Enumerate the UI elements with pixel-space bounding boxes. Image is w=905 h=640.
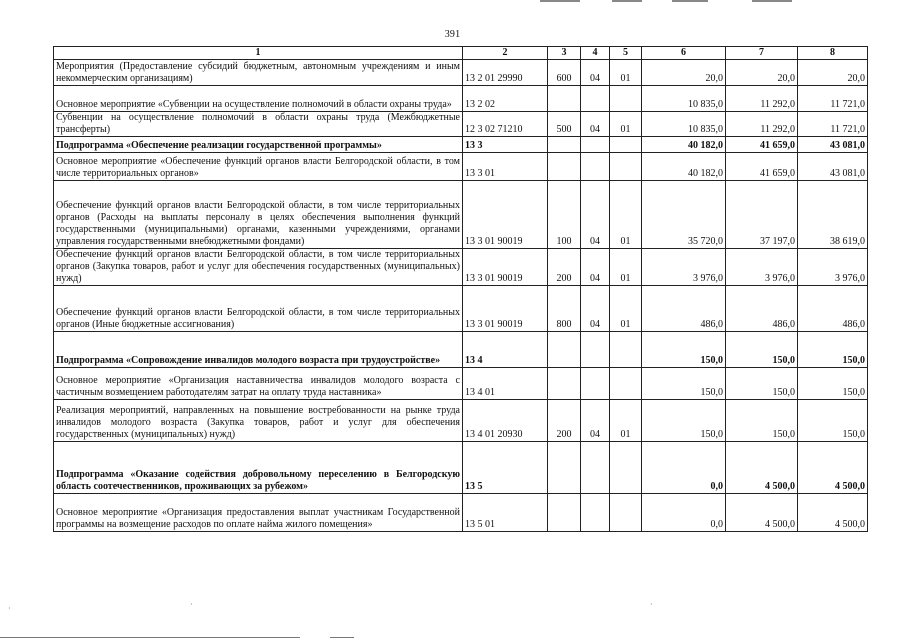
cell-value-col6: 10 835,0 xyxy=(642,112,726,137)
table-row xyxy=(54,368,868,400)
cell-name: Реализация мероприятий, направленных на повышение востребованности на рынке труда инвалидов молодого возраста (Закупка товаров, работ и услуг для обеспечения государственных (муниципальных) нужд) xyxy=(54,400,463,442)
cell-section xyxy=(581,332,610,368)
cell-section: 04 xyxy=(581,400,610,442)
cell-code: 13 2 02 xyxy=(463,86,548,112)
cell-name: Субвенции на осуществление полномочий в области охраны труда (Межбюджетные трансферты) xyxy=(54,112,463,137)
cell-value-col8: 4 500,0 xyxy=(798,442,868,494)
cell-section xyxy=(581,442,610,494)
table-row xyxy=(54,286,868,332)
cell-code: 13 3 01 xyxy=(463,153,548,181)
cell-code: 13 5 01 xyxy=(463,494,548,532)
cell-value-col7: 11 292,0 xyxy=(726,86,798,112)
scan-speck: · xyxy=(8,604,11,613)
cell-section: 04 xyxy=(581,60,610,86)
cell-subsection: 01 xyxy=(610,286,642,332)
cell-value-col8: 20,0 xyxy=(798,60,868,86)
cell-code: 13 2 01 29990 xyxy=(463,60,548,86)
cell-name: Основное мероприятие «Обеспечение функций органов власти Белгородской области, в том числе территориальных органов» xyxy=(54,153,463,181)
cell-subsection: 01 xyxy=(610,60,642,86)
header-col-2: 2 xyxy=(463,47,548,60)
cell-value-col6: 150,0 xyxy=(642,400,726,442)
table-header-row xyxy=(54,47,868,60)
cell-name: Подпрограмма «Оказание содействия добровольному переселению в Белгородскую область соотечественников, проживающих за рубежом» xyxy=(54,442,463,494)
cell-expense-type: 500 xyxy=(548,112,581,137)
cell-subsection xyxy=(610,368,642,400)
cell-subsection: 01 xyxy=(610,249,642,286)
cell-code: 13 4 xyxy=(463,332,548,368)
cell-name: Подпрограмма «Сопровождение инвалидов молодого возраста при трудоустройстве» xyxy=(54,332,463,368)
table-row xyxy=(54,249,868,286)
header-col-8: 8 xyxy=(798,47,868,60)
cell-value-col8: 486,0 xyxy=(798,286,868,332)
header-col-6: 6 xyxy=(642,47,726,60)
scan-speck: · xyxy=(650,600,653,609)
scan-artifact-top-left xyxy=(540,0,580,2)
cell-name: Мероприятия (Предоставление субсидий бюджетным, автономным учреждениям и иным некоммерческим организациям) xyxy=(54,60,463,86)
cell-name: Обеспечение функций органов власти Белгородской области, в том числе территориальных органов (Закупка товаров, работ и услуг для обеспечения государственных (муниципальных) нужд) xyxy=(54,249,463,286)
cell-section: 04 xyxy=(581,286,610,332)
budget-table xyxy=(53,46,868,532)
cell-expense-type xyxy=(548,332,581,368)
cell-subsection xyxy=(610,332,642,368)
cell-value-col6: 40 182,0 xyxy=(642,153,726,181)
cell-value-col7: 150,0 xyxy=(726,368,798,400)
cell-section: 04 xyxy=(581,112,610,137)
scan-artifact-bottom-mid xyxy=(330,637,354,638)
header-col-4: 4 xyxy=(581,47,610,60)
cell-value-col7: 4 500,0 xyxy=(726,494,798,532)
table-row xyxy=(54,494,868,532)
cell-expense-type xyxy=(548,442,581,494)
table-row xyxy=(54,137,868,153)
cell-expense-type xyxy=(548,494,581,532)
cell-value-col7: 3 976,0 xyxy=(726,249,798,286)
cell-value-col6: 3 976,0 xyxy=(642,249,726,286)
cell-subsection: 01 xyxy=(610,400,642,442)
table-row xyxy=(54,60,868,86)
cell-name: Основное мероприятие «Организация предоставления выплат участникам Государственной программы на возмещение расходов по оплате найма жилого помещения» xyxy=(54,494,463,532)
cell-value-col8: 150,0 xyxy=(798,368,868,400)
cell-value-col7: 150,0 xyxy=(726,400,798,442)
cell-code: 13 3 xyxy=(463,137,548,153)
cell-value-col6: 40 182,0 xyxy=(642,137,726,153)
cell-value-col8: 43 081,0 xyxy=(798,137,868,153)
cell-value-col8: 11 721,0 xyxy=(798,112,868,137)
cell-expense-type xyxy=(548,86,581,112)
scan-speck: · xyxy=(190,600,193,609)
table-row xyxy=(54,153,868,181)
cell-expense-type xyxy=(548,153,581,181)
cell-subsection: 01 xyxy=(610,181,642,249)
cell-section: 04 xyxy=(581,249,610,286)
scan-artifact-top-mid xyxy=(612,0,642,2)
cell-section: 04 xyxy=(581,181,610,249)
header-col-5: 5 xyxy=(610,47,642,60)
cell-name: Обеспечение функций органов власти Белгородской области, в том числе территориальных органов (Расходы на выплаты персоналу в целях обеспечения выполнения функций государственными (муниципальными) органами, казенными учреждениями, органами управления государственными внебюджетными фондами) xyxy=(54,181,463,249)
cell-value-col7: 4 500,0 xyxy=(726,442,798,494)
header-col-7: 7 xyxy=(726,47,798,60)
cell-subsection xyxy=(610,153,642,181)
cell-subsection xyxy=(610,494,642,532)
table-row xyxy=(54,442,868,494)
cell-subsection xyxy=(610,442,642,494)
cell-subsection: 01 xyxy=(610,112,642,137)
cell-value-col7: 486,0 xyxy=(726,286,798,332)
cell-value-col7: 11 292,0 xyxy=(726,112,798,137)
scan-artifact-top-far xyxy=(752,0,792,2)
table-row xyxy=(54,332,868,368)
scan-artifact-top-right xyxy=(672,0,708,2)
table-row xyxy=(54,181,868,249)
cell-value-col7: 150,0 xyxy=(726,332,798,368)
cell-value-col8: 150,0 xyxy=(798,400,868,442)
cell-code: 13 3 01 90019 xyxy=(463,249,548,286)
cell-value-col6: 150,0 xyxy=(642,332,726,368)
cell-value-col6: 150,0 xyxy=(642,368,726,400)
page-number: 391 xyxy=(444,29,461,40)
cell-expense-type: 100 xyxy=(548,181,581,249)
cell-value-col8: 38 619,0 xyxy=(798,181,868,249)
cell-code: 12 3 02 71210 xyxy=(463,112,548,137)
cell-value-col7: 41 659,0 xyxy=(726,153,798,181)
cell-expense-type: 200 xyxy=(548,400,581,442)
table-row xyxy=(54,86,868,112)
table-row xyxy=(54,112,868,137)
cell-code: 13 4 01 xyxy=(463,368,548,400)
cell-value-col8: 4 500,0 xyxy=(798,494,868,532)
cell-section xyxy=(581,86,610,112)
cell-value-col7: 20,0 xyxy=(726,60,798,86)
cell-value-col6: 0,0 xyxy=(642,494,726,532)
cell-value-col6: 20,0 xyxy=(642,60,726,86)
cell-section xyxy=(581,153,610,181)
cell-value-col8: 43 081,0 xyxy=(798,153,868,181)
cell-code: 13 3 01 90019 xyxy=(463,181,548,249)
cell-section xyxy=(581,137,610,153)
cell-expense-type: 600 xyxy=(548,60,581,86)
cell-value-col7: 41 659,0 xyxy=(726,137,798,153)
cell-value-col6: 486,0 xyxy=(642,286,726,332)
cell-code: 13 3 01 90019 xyxy=(463,286,548,332)
cell-value-col6: 0,0 xyxy=(642,442,726,494)
cell-value-col6: 35 720,0 xyxy=(642,181,726,249)
cell-section xyxy=(581,368,610,400)
cell-value-col8: 3 976,0 xyxy=(798,249,868,286)
cell-name: Обеспечение функций органов власти Белгородской области, в том числе территориальных органов (Иные бюджетные ассигнования) xyxy=(54,286,463,332)
scan-artifact-bottom-left xyxy=(0,637,300,638)
cell-value-col8: 11 721,0 xyxy=(798,86,868,112)
cell-name: Основное мероприятие «Субвенции на осуществление полномочий в области охраны труда» xyxy=(54,86,463,112)
cell-name: Основное мероприятие «Организация наставничества инвалидов молодого возраста с частичным возмещением работодателям затрат на оплату труда наставника» xyxy=(54,368,463,400)
cell-expense-type: 800 xyxy=(548,286,581,332)
cell-section xyxy=(581,494,610,532)
cell-expense-type xyxy=(548,368,581,400)
cell-name: Подпрограмма «Обеспечение реализации государственной программы» xyxy=(54,137,463,153)
header-col-1: 1 xyxy=(54,47,463,60)
cell-code: 13 5 xyxy=(463,442,548,494)
table-row xyxy=(54,400,868,442)
cell-subsection xyxy=(610,86,642,112)
cell-subsection xyxy=(610,137,642,153)
cell-value-col8: 150,0 xyxy=(798,332,868,368)
cell-value-col7: 37 197,0 xyxy=(726,181,798,249)
cell-expense-type: 200 xyxy=(548,249,581,286)
cell-value-col6: 10 835,0 xyxy=(642,86,726,112)
cell-code: 13 4 01 20930 xyxy=(463,400,548,442)
header-col-3: 3 xyxy=(548,47,581,60)
cell-expense-type xyxy=(548,137,581,153)
